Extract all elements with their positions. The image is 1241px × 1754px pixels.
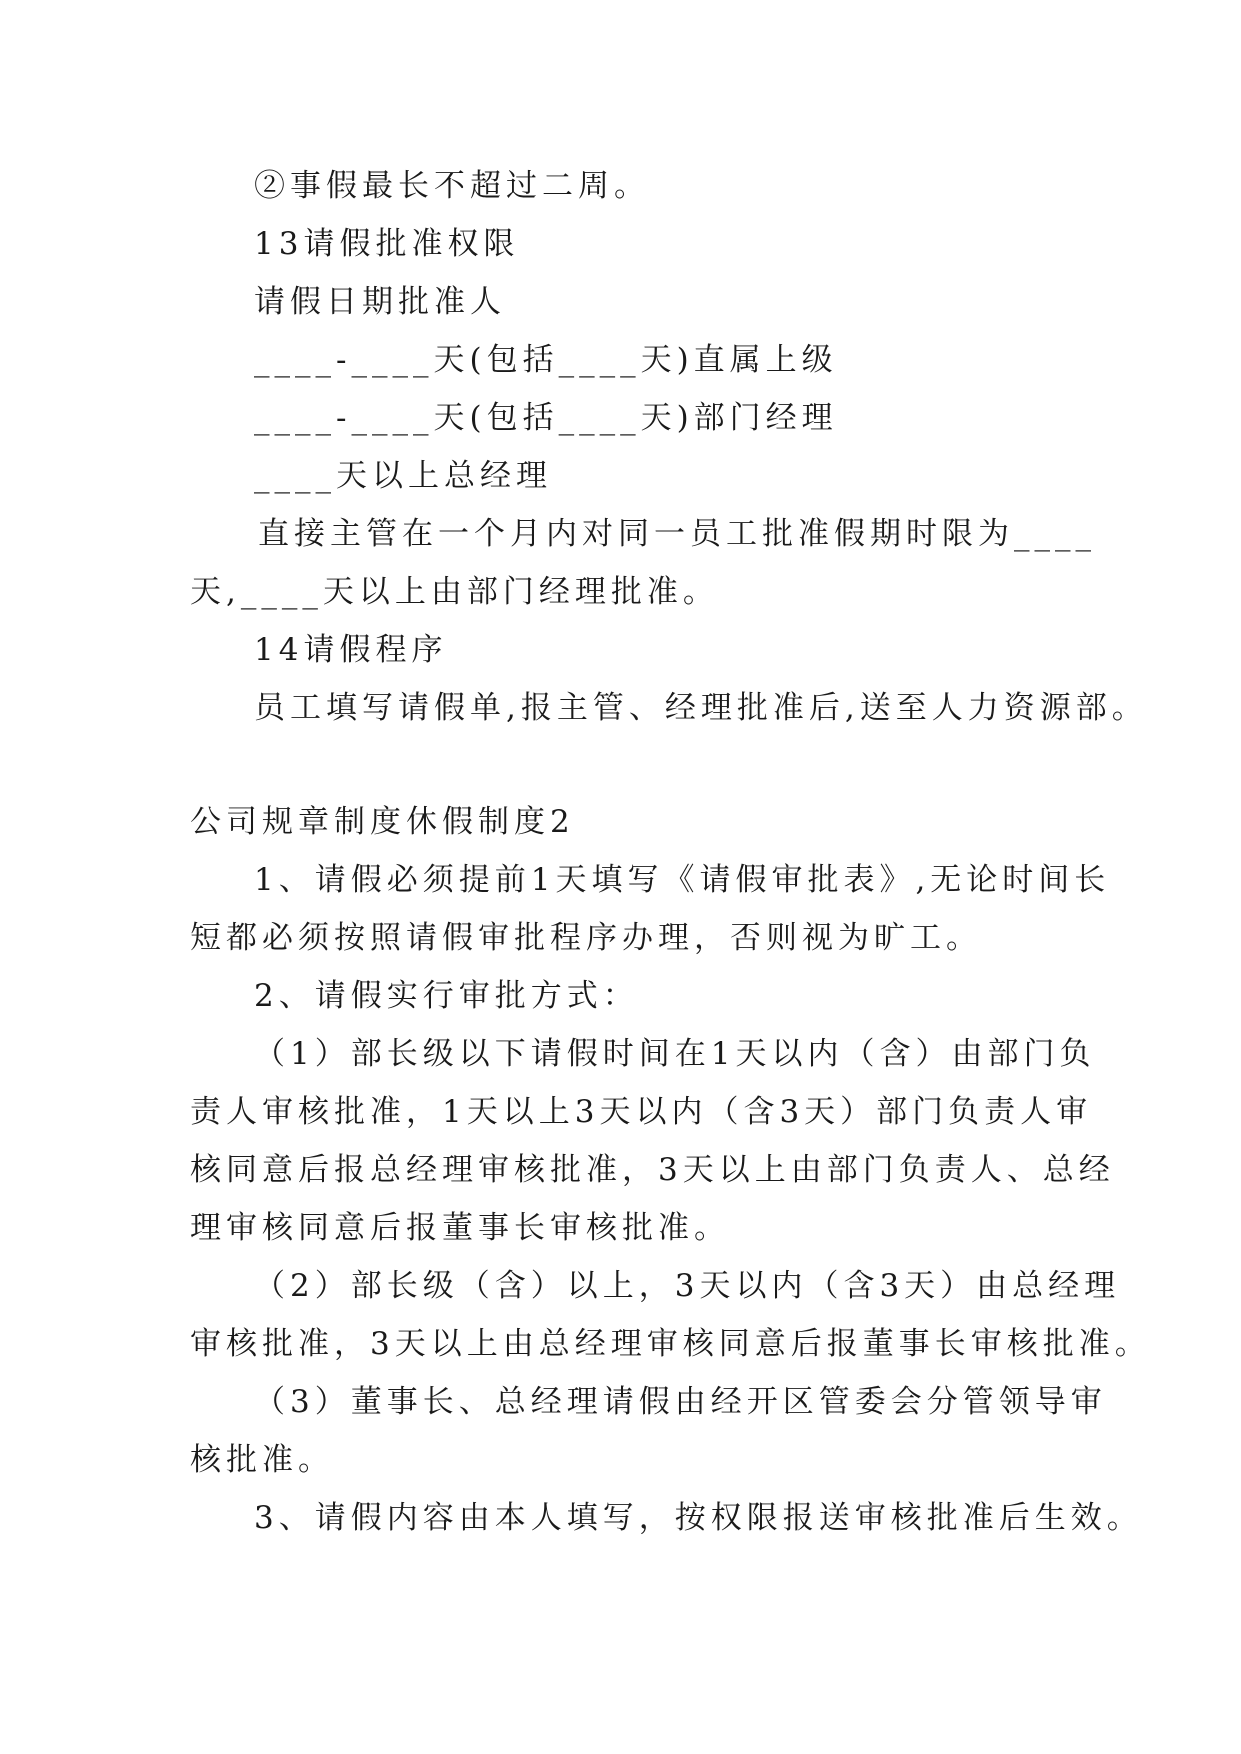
text-line: 核同意后报总经理审核批准，3天以上由部门负责人、总经: [190, 1152, 1115, 1188]
text-line: 直接主管在一个月内对同一员工批准假期时限为____: [258, 516, 1096, 552]
text-line: （1）部长级以下请假时间在1天以内（含）由部门负: [254, 1036, 1096, 1072]
text-line: 2、请假实行审批方式：: [254, 978, 639, 1014]
text-line: 理审核同意后报董事长审核批准。: [190, 1210, 730, 1246]
text-line: 天,____天以上由部门经理批准。: [190, 574, 719, 610]
text-line: ____-____天(包括____天)直属上级: [254, 342, 838, 378]
text-line: （2）部长级（含）以上，3天以内（含3天）由总经理: [254, 1268, 1121, 1304]
document-title: 公司规章制度休假制度2: [190, 804, 575, 840]
section-heading: 13请假批准权限: [254, 226, 520, 262]
text-line: （3）董事长、总经理请假由经开区管委会分管领导审: [254, 1384, 1107, 1420]
text-line: 1、请假必须提前1天填写《请假审批表》,无论时间长: [254, 862, 1111, 898]
text-line: 员工填写请假单,报主管、经理批准后,送至人力资源部。: [254, 690, 1148, 726]
text-line: ②事假最长不超过二周。: [254, 168, 650, 204]
section-heading: 14请假程序: [254, 632, 448, 668]
text-line: ____天以上总经理: [254, 458, 552, 494]
text-line: 3、请假内容由本人填写，按权限报送审核批准后生效。: [254, 1500, 1143, 1536]
text-line: 审核批准，3天以上由总经理审核同意后报董事长审核批准。: [190, 1326, 1151, 1362]
text-line: 短都必须按照请假审批程序办理，否则视为旷工。: [190, 920, 982, 956]
text-line: ____-____天(包括____天)部门经理: [254, 400, 838, 436]
text-line: 请假日期批准人: [254, 284, 506, 320]
text-line: 责人审核批准，1天以上3天以内（含3天）部门负责人审: [190, 1094, 1093, 1130]
text-line: 核批准。: [190, 1442, 334, 1478]
